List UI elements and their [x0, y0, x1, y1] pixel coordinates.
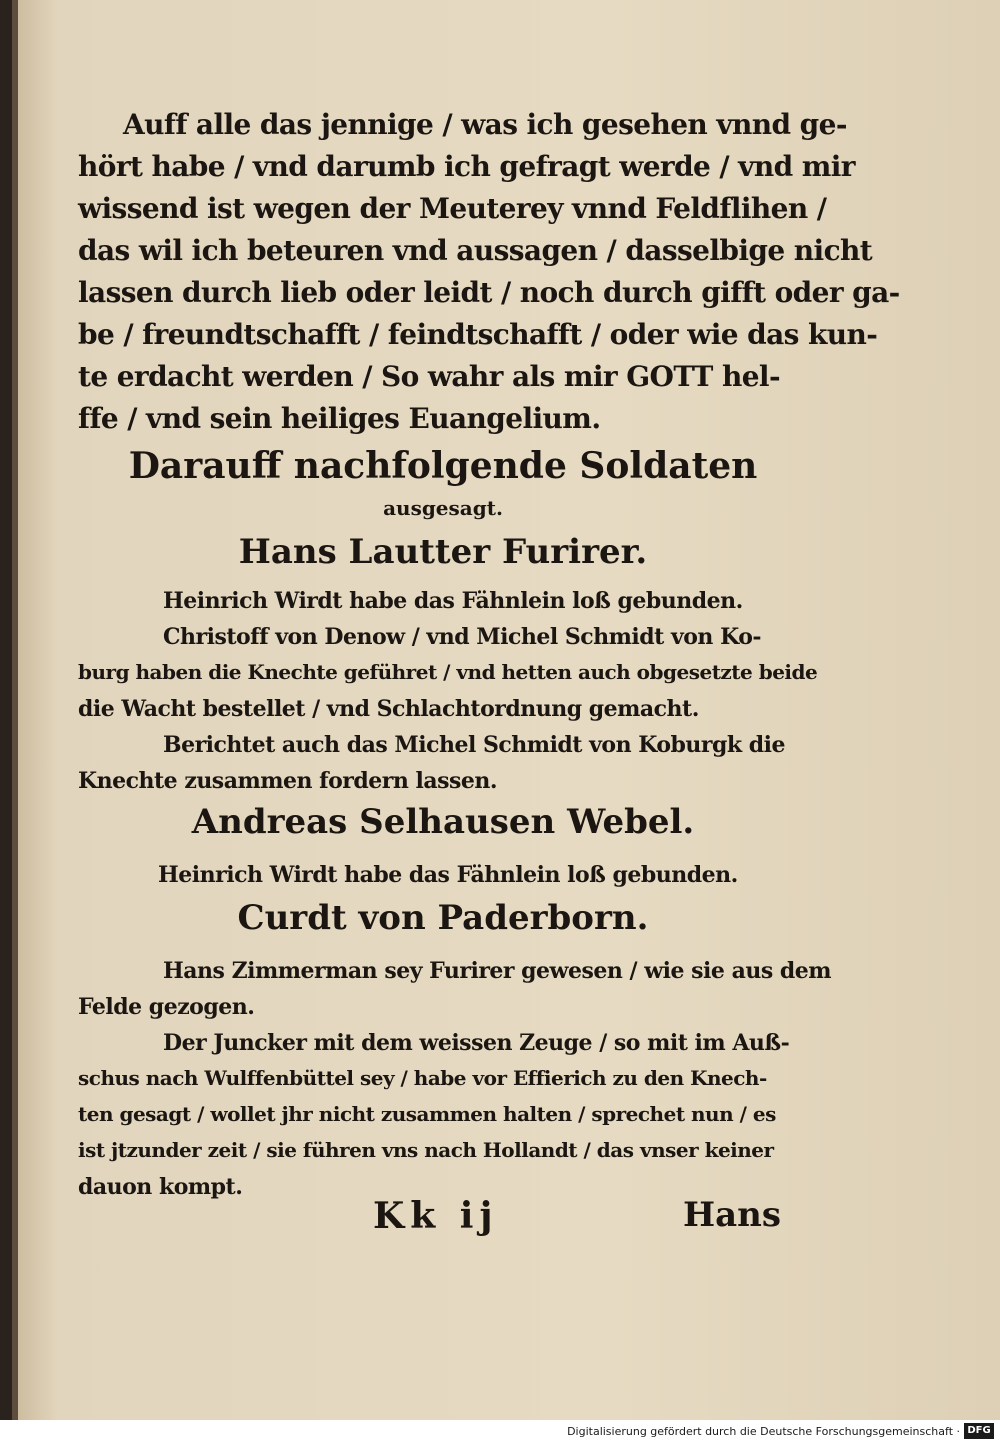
section-title: Curdt von Paderborn. [237, 898, 649, 938]
body-line: Der Juncker mit dem weissen Zeuge / so mit im Auß- [163, 1030, 790, 1056]
section-title: Hans Lautter Furirer. [238, 532, 648, 572]
section-title: Andreas Selhausen Webel. [191, 802, 695, 842]
main-subheading: ausgesagt. [383, 496, 503, 520]
footer-bar [0, 1420, 1000, 1444]
body-line: burg haben die Knechte geführet / vnd hetten auch obgesetzte beide [78, 660, 818, 684]
main-heading: Darauff nachfolgende Soldaten [128, 445, 758, 487]
oath-line: das wil ich beteuren vnd aussagen / dasselbige nicht [78, 234, 873, 267]
dfg-logo: DFG [964, 1423, 994, 1439]
oath-line: hört habe / vnd darumb ich gefragt werde / vnd mir [78, 150, 855, 183]
body-line: Knechte zusammen fordern lassen. [78, 768, 498, 794]
oath-line: wissend ist wegen der Meuterey vnnd Feldflihen / [78, 192, 827, 225]
body-line: ist jtzunder zeit / sie führen vns nach Hollandt / das vnser keiner [78, 1138, 774, 1162]
oath-line: ffe / vnd sein heiliges Euangelium. [78, 402, 601, 435]
oath-line: be / freundtschafft / feindtschafft / oder wie das kun- [78, 318, 878, 351]
body-line: Hans Zimmerman sey Furirer gewesen / wie sie aus dem [163, 958, 832, 984]
oath-line: te erdacht werden / So wahr als mir GOTT hel- [78, 360, 780, 393]
body-line: Christoff von Denow / vnd Michel Schmidt von Ko- [163, 624, 762, 650]
body-line: ten gesagt / wollet jhr nicht zusammen halten / sprechet nun / es [78, 1102, 776, 1126]
signature-mark: Kk ij [373, 1195, 499, 1237]
body-line: die Wacht bestellet / vnd Schlachtordnung gemacht. [78, 696, 699, 722]
book-spine-edge [0, 0, 12, 1444]
body-line: Felde gezogen. [78, 994, 255, 1020]
body-line: Heinrich Wirdt habe das Fähnlein loß gebunden. [163, 588, 743, 614]
body-line: dauon kompt. [78, 1174, 243, 1200]
body-line: schus nach Wulffenbüttel sey / habe vor Effierich zu den Knech- [78, 1066, 767, 1090]
body-line: Berichtet auch das Michel Schmidt von Koburgk die [163, 732, 786, 758]
catchword: Hans [683, 1195, 782, 1235]
body-line: Heinrich Wirdt habe das Fähnlein loß gebunden. [158, 862, 738, 888]
funding-note: Digitalisierung gefördert durch die Deutsche Forschungsgemeinschaft · [567, 1425, 960, 1438]
oath-line: lassen durch lieb oder leidt / noch durch gifft oder ga- [78, 276, 900, 309]
page-scan [18, 0, 1000, 1420]
oath-line: Auff alle das jennige / was ich gesehen vnnd ge- [123, 108, 847, 141]
